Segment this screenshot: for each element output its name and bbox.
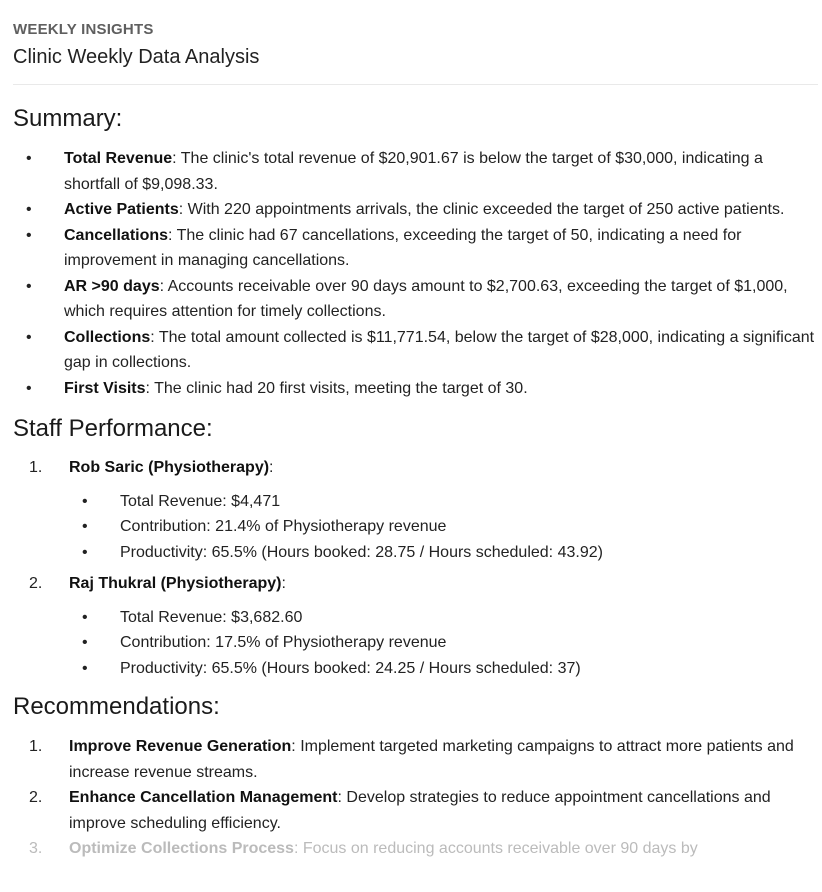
bullet-icon: • — [82, 518, 88, 535]
summary-item-cancellations — [13, 223, 818, 274]
staff-heading: Staff Performance: — [13, 415, 213, 442]
bullet-icon: • — [26, 277, 32, 295]
summary-item-label: First Visits — [64, 379, 146, 397]
summary-item-text: : With 220 appointments arrivals, the clinic exceeded the target of 250 active patients. — [178, 201, 785, 218]
summary-item-total-revenue — [13, 146, 818, 197]
summary-item-text: : The clinic had 67 cancellations, exceeding the target of 50, indicating a need for improvement in managing cancellations. — [64, 226, 742, 269]
list-number: 1. — [29, 459, 43, 476]
summary-list — [13, 146, 818, 401]
recommendations-heading: Recommendations: — [13, 693, 220, 720]
staff-detail — [69, 605, 818, 631]
bullet-icon: • — [26, 201, 32, 218]
summary-item-active-patients — [13, 197, 818, 223]
bullet-icon: • — [82, 543, 88, 561]
recommendation-item — [13, 836, 818, 862]
staff-detail — [69, 656, 818, 682]
bullet-icon: • — [82, 634, 88, 651]
list-number: 1. — [29, 738, 43, 755]
staff-list — [13, 455, 818, 681]
staff-detail — [69, 630, 818, 656]
recommendation-label: Improve Revenue Generation — [69, 738, 292, 755]
bullet-icon: • — [26, 379, 32, 397]
report-body — [13, 96, 818, 862]
list-number: 2. — [29, 789, 43, 806]
staff-member — [13, 571, 818, 681]
staff-details — [69, 605, 818, 682]
bullet-icon: • — [82, 608, 88, 626]
staff-details — [69, 489, 818, 566]
bullet-icon: • — [82, 659, 88, 677]
bullet-icon: • — [82, 492, 88, 510]
staff-detail — [69, 540, 818, 566]
bullet-icon: • — [26, 328, 32, 346]
staff-detail-text: Contribution: 17.5% of Physiotherapy revenue — [120, 634, 447, 651]
staff-member-name: Rob Saric (Physiotherapy) — [69, 459, 270, 476]
staff-member-suffix: : — [281, 575, 286, 592]
staff-detail-text: Productivity: 65.5% (Hours booked: 28.75 / Hours scheduled: 43.92) — [120, 543, 603, 561]
staff-member-name: Raj Thukral (Physiotherapy) — [69, 575, 282, 592]
recommendation-text: : Implement targeted marketing campaigns to attract more patients and increase revenue streams. — [69, 738, 794, 781]
report-header — [13, 18, 818, 72]
section-eyebrow: WEEKLY INSIGHTS — [13, 21, 154, 38]
summary-item-text: : The clinic had 20 first visits, meeting the target of 30. — [145, 379, 528, 397]
recommendations-list — [13, 734, 818, 862]
report-title: Clinic Weekly Data Analysis — [13, 46, 260, 68]
summary-item-label: Collections — [64, 328, 151, 346]
bullet-icon: • — [26, 226, 32, 244]
summary-item-label: Cancellations — [64, 226, 169, 244]
summary-item-first-visits — [13, 376, 818, 402]
staff-detail-text: Contribution: 21.4% of Physiotherapy revenue — [120, 518, 447, 535]
summary-item-label: Active Patients — [64, 201, 179, 218]
summary-item-text: : Accounts receivable over 90 days amount to $2,700.63, exceeding the target of $1,000, which requires attention for timely collections. — [64, 277, 788, 320]
recommendation-label: Enhance Cancellation Management — [69, 789, 338, 806]
summary-item-label: AR >90 days — [64, 277, 160, 295]
header-divider — [13, 84, 818, 85]
list-number: 3. — [29, 840, 43, 857]
staff-detail — [69, 514, 818, 540]
recommendation-item — [13, 734, 818, 785]
recommendation-text: : Focus on reducing accounts receivable over 90 days by — [293, 840, 698, 857]
staff-member-suffix: : — [269, 459, 274, 476]
recommendation-item — [13, 785, 818, 836]
staff-member — [13, 455, 818, 565]
bottom-fade-overlay — [0, 870, 822, 892]
staff-detail-text: Total Revenue: $3,682.60 — [120, 608, 303, 626]
summary-item-text: : The total amount collected is $11,771.54, below the target of $28,000, indicating a significant gap in collections. — [64, 328, 815, 371]
summary-item-text: : The clinic's total revenue of $20,901.67 is below the target of $30,000, indicating a shortfall of $9,098.33. — [64, 150, 763, 193]
recommendation-text: : Develop strategies to reduce appointment cancellations and improve scheduling efficiency. — [69, 789, 771, 832]
recommendation-label: Optimize Collections Process — [69, 840, 294, 857]
summary-item-label: Total Revenue — [64, 150, 173, 167]
summary-item-collections — [13, 325, 818, 376]
staff-detail-text: Total Revenue: $4,471 — [120, 492, 281, 510]
summary-heading: Summary: — [13, 105, 123, 132]
staff-detail-text: Productivity: 65.5% (Hours booked: 24.25 / Hours scheduled: 37) — [120, 659, 581, 677]
staff-detail — [69, 489, 818, 515]
summary-item-ar-90-days — [13, 274, 818, 325]
list-number: 2. — [29, 575, 43, 592]
bullet-icon: • — [26, 150, 32, 167]
